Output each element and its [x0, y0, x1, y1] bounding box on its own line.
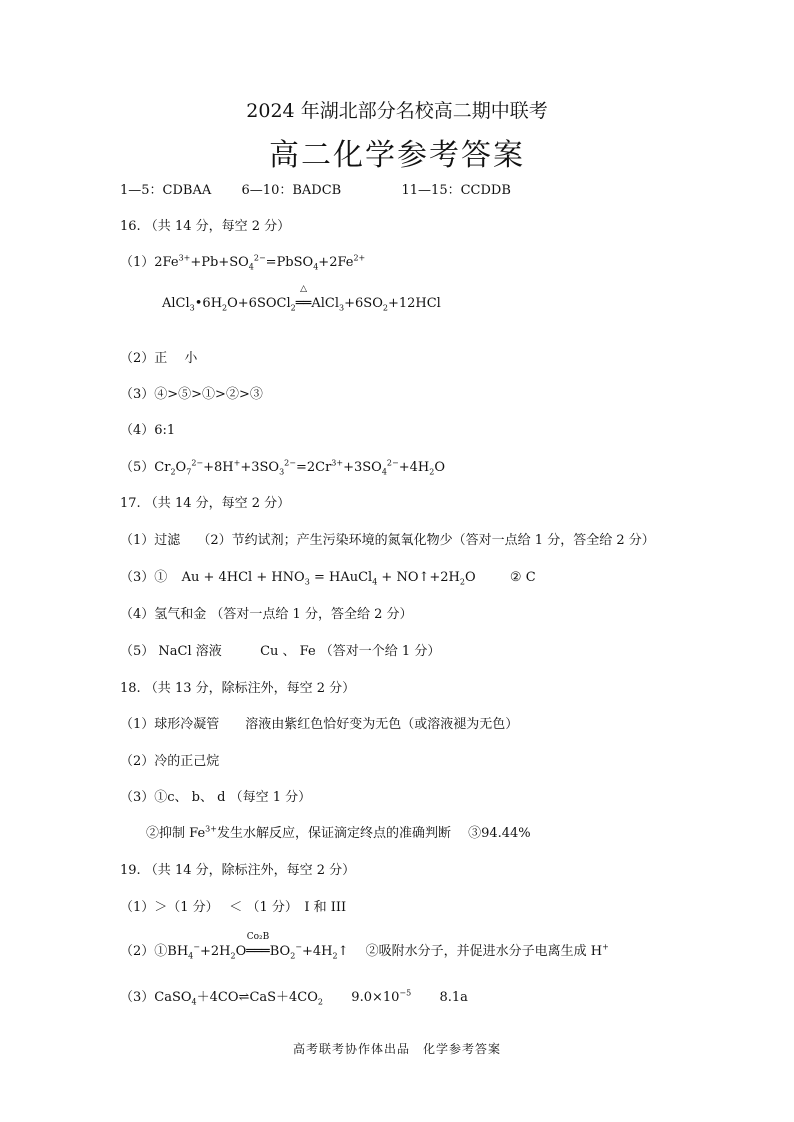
- exam-title: 2024 年湖北部分名校高二期中联考: [246, 100, 548, 122]
- q16-part2: （2）正 小: [120, 351, 198, 366]
- mc-answers-1-5: 1—5：CDBAA: [120, 183, 212, 198]
- q17-header: 17. （共 14 分，每空 2 分）: [120, 496, 291, 511]
- page-title: 高二化学参考答案: [269, 138, 525, 173]
- q17-part1-2: （1）过滤 （2）节约试剂；产生污染环境的氮氧化物少（答对一点给 1 分，答全给 2 分）: [120, 533, 655, 548]
- catalyst-condition: Co₂B ═══: [246, 932, 270, 959]
- q18-header: 18. （共 13 分，除标注外，每空 2 分）: [120, 681, 356, 696]
- q16-part1-eq2: $AlCl_3•6H_2O+6SOCl_2$ △ $══AlCl_3+6SO_2+12HCl$: [162, 284, 441, 313]
- q18-part2: （2）冷的正己烷: [120, 754, 220, 769]
- q19-header: 19. （共 14 分，除标注外，每空 2 分）: [120, 863, 356, 878]
- q19-part1: （1）＞（1 分） ＜ （1 分） I 和 III: [120, 900, 347, 915]
- mc-answers: [120, 179, 511, 198]
- q17-part3: （3）① $Au + 4HCl + HNO_3$ = HAuCl$_4$ + $NO↑+2H_2O$ ② C: [120, 570, 536, 587]
- page-footer: 高考联考协作体出品 化学参考答案: [292, 1042, 501, 1056]
- mc-answers-11-15: 11—15：CCDDB: [401, 183, 511, 198]
- q19-part3: $(3)CaSO_4+4CO\rightleftharpoons CaS+4CO_2$ $9.0\times 10^{-5}$ 8.1a: [120, 988, 468, 1007]
- q18-part3-cont: ②抑制 $Fe^{3+}$发生水解反应，保证滴定终点的准确判断 ③94.44%: [146, 824, 531, 841]
- mc-answers-6-10: 6—10：BADCB: [241, 183, 342, 198]
- q16-part1-eq1: $(1)2Fe^{3+}+Pb+SO_4^{2-}=PbSO_4+2Fe^{2+}$: [120, 253, 366, 272]
- q16-part5: $(5)Cr_2O_7^{2-}+8H^++3SO_3^{2-}=2Cr^{3+}+3SO_4^{2-}+4H_2O$: [120, 458, 445, 477]
- q18-part3: （3）①c、 b、 d （每空 1 分）: [120, 790, 312, 805]
- q19-part2: $(2)①BH_4^-+2H_2O$ Co₂B $═══BO_2^-+4H_2↑$ ②吸附水分子，并促进水分子电离生成 H+: [120, 932, 609, 961]
- heat-condition: △ ══: [295, 284, 312, 311]
- q16-part4: （4）6:1: [120, 423, 176, 438]
- q17-part4: （4）氢气和金 （答对一点给 1 分，答全给 2 分）: [120, 607, 413, 622]
- q18-part1: （1）球形冷凝管 溶液由紫红色恰好变为无色（或溶液褪为无色）: [120, 717, 519, 732]
- q17-part5: （5） NaCl 溶液 Cu 、 Fe （答对一个给 1 分）: [120, 644, 441, 659]
- q16-header: 16. （共 14 分，每空 2 分）: [120, 219, 291, 234]
- equilibrium-arrow: ⇌: [238, 990, 250, 1005]
- q16-part3: （3）④>⑤>①>②>③: [120, 387, 263, 402]
